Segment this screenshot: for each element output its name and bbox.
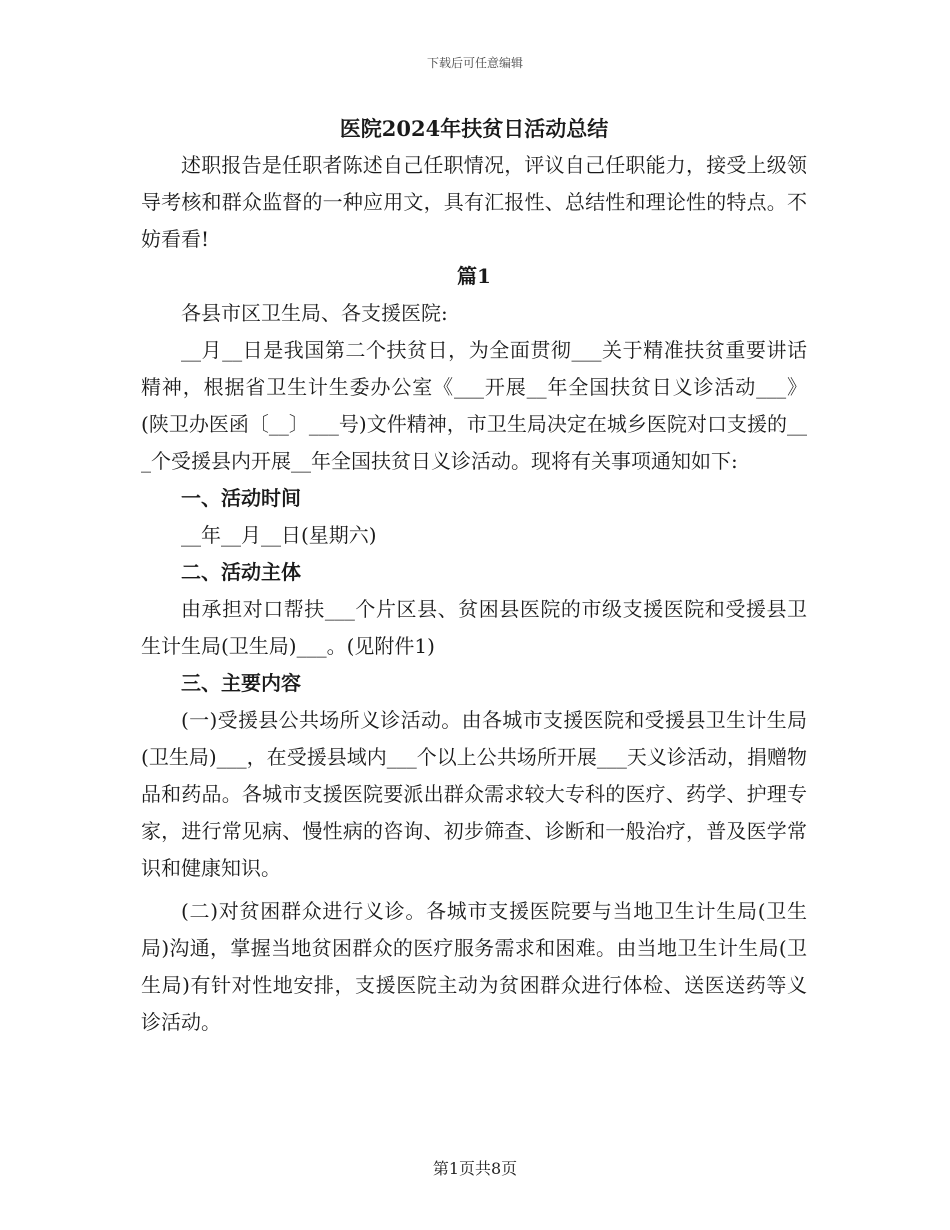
heading-activity-time: 一、活动时间: [181, 486, 301, 510]
document-body: [141, 110, 807, 1041]
heading-activity-subject: 二、活动主体: [181, 560, 301, 584]
document-title: 医院2024年扶贫日活动总结: [339, 116, 609, 141]
header-note: 下载后可任意编辑: [426, 56, 523, 70]
heading-main-content: 三、主要内容: [181, 671, 301, 695]
content-item-1: (一)受援县公共场所义诊活动。由各城市支援医院和受援县卫生计生局(卫生局)___，在受援县域内___个以上公共场所开展___天义诊活动，捐赠物品和药品。各城市支援医院要派出群众需求较大专科的医疗、药学、护理专家，进行常见病、慢性病的咨询、初步筛查、诊断和一般治疗，普及医学常识和健康知识。: [141, 708, 807, 880]
content-item-2: (二)对贫困群众进行义诊。各城市支援医院要与当地卫生计生局(卫生局)沟通，掌握当地贫困群众的医疗服务需求和困难。由当地卫生计生局(卫生局)有针对性地安排，支援医院主动为贫困群众进行体检、送医送药等义诊活动。: [141, 899, 807, 1034]
notice-paragraph: __月__日是我国第二个扶贫日，为全面贯彻___关于精准扶贫重要讲话精神，根据省卫生计生委办公室《___开展__年全国扶贫日义诊活动___》(陕卫办医函〔__〕___号)文件精神，市卫生局决定在城乡医院对口支援的___个受援县内开展__年全国扶贫日义诊活动。现将有关事项通知如下:: [141, 338, 807, 473]
intro-paragraph: 述职报告是任职者陈述自己任职情况，评议自己任职能力，接受上级领导考核和群众监督的一种应用文，具有汇报性、总结性和理论性的特点。不妨看看!: [141, 153, 807, 251]
activity-subject-text: 由承担对口帮扶___个片区县、贫困县医院的市级支援医院和受援县卫生计生局(卫生局)___。(见附件1): [141, 597, 807, 658]
activity-time-text: __年__月__日(星期六): [181, 523, 377, 547]
section-label: 篇1: [457, 264, 491, 288]
page-number: 第1页共8页: [432, 1159, 518, 1178]
salutation: 各县市区卫生局、各支援医院:: [181, 301, 448, 325]
